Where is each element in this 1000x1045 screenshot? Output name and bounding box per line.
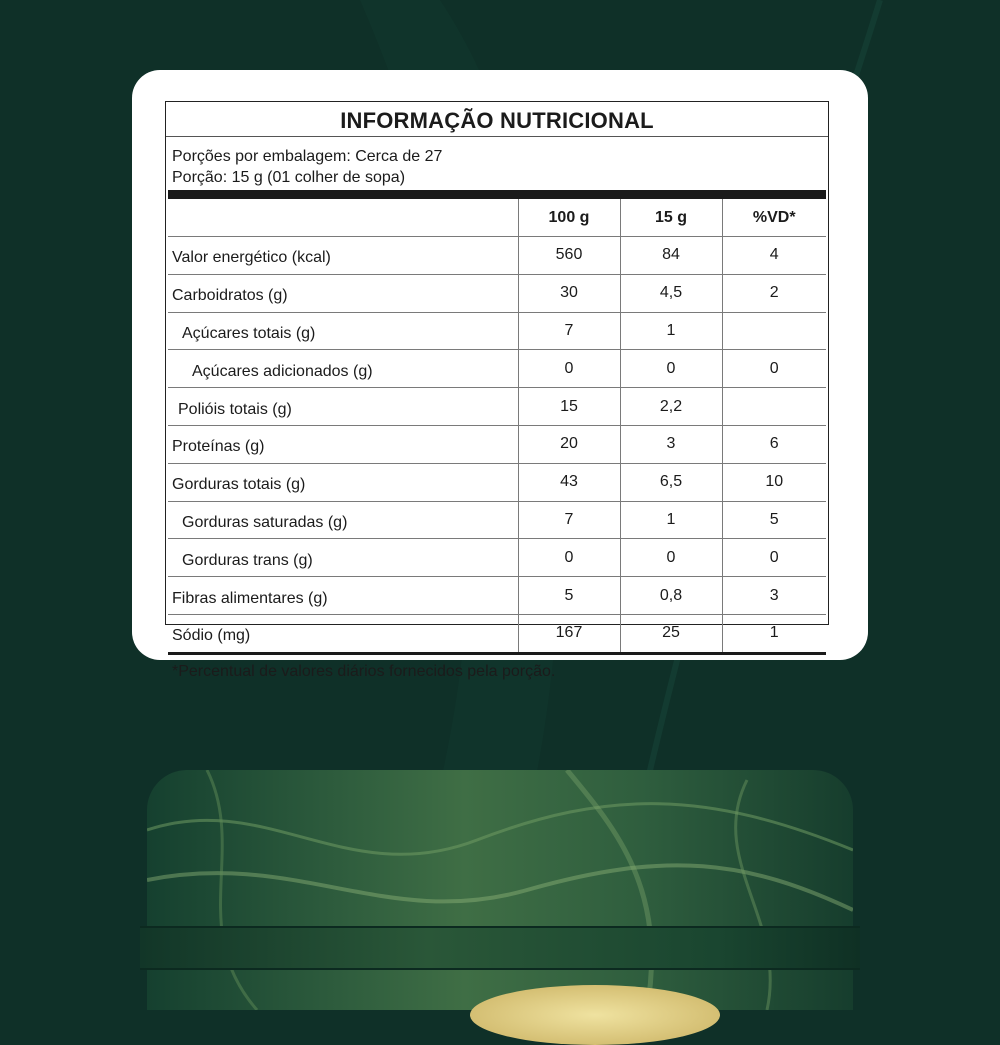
value-100g: 7	[518, 501, 620, 539]
table-header	[168, 199, 826, 237]
value-vd: 5	[722, 501, 826, 539]
value-15g: 1	[620, 312, 722, 350]
nutrient-name: Proteínas (g)	[168, 425, 518, 463]
nutrition-card	[132, 70, 868, 680]
table-row	[168, 274, 826, 312]
value-100g: 7	[518, 312, 620, 350]
value-15g: 2,2	[620, 388, 722, 426]
serving-info	[166, 137, 828, 190]
value-vd: 0	[722, 350, 826, 388]
nutrient-name: Gorduras trans (g)	[168, 539, 518, 577]
value-100g: 0	[518, 350, 620, 388]
thick-divider	[168, 190, 826, 199]
nutrient-name: Açúcares totais (g)	[168, 312, 518, 350]
value-100g: 167	[518, 614, 620, 653]
value-100g: 43	[518, 463, 620, 501]
value-100g: 30	[518, 274, 620, 312]
value-vd	[722, 312, 826, 350]
value-vd: 2	[722, 274, 826, 312]
nutrient-name: Açúcares adicionados (g)	[168, 350, 518, 388]
table-row	[168, 425, 826, 463]
servings-per-package: Porções por embalagem: Cerca de 27	[172, 148, 443, 165]
footnote: *Percentual de valores diários fornecidos pela porção.	[172, 662, 556, 680]
table-row	[168, 463, 826, 501]
nutrient-name: Carboidratos (g)	[168, 274, 518, 312]
table-row	[168, 577, 826, 615]
value-vd: 10	[722, 463, 826, 501]
header-100g: 100 g	[518, 199, 620, 237]
label-title: INFORMAÇÃO NUTRICIONAL	[166, 102, 828, 137]
value-15g: 1	[620, 501, 722, 539]
table-row	[168, 539, 826, 577]
value-15g: 25	[620, 614, 722, 653]
value-vd: 0	[722, 539, 826, 577]
product-jar-gold-label	[470, 985, 720, 1045]
table-row	[168, 501, 826, 539]
value-100g: 0	[518, 539, 620, 577]
value-vd: 3	[722, 577, 826, 615]
header-nutrient	[168, 199, 518, 237]
header-vd: %VD*	[722, 199, 826, 237]
value-15g: 0	[620, 350, 722, 388]
product-jar-rim	[140, 926, 860, 970]
value-15g: 84	[620, 237, 722, 275]
nutrient-name: Gorduras totais (g)	[168, 463, 518, 501]
table-row	[168, 237, 826, 275]
value-vd: 4	[722, 237, 826, 275]
nutrient-name: Polióis totais (g)	[168, 388, 518, 426]
value-100g: 15	[518, 388, 620, 426]
value-15g: 0	[620, 539, 722, 577]
value-100g: 560	[518, 237, 620, 275]
value-15g: 0,8	[620, 577, 722, 615]
value-100g: 20	[518, 425, 620, 463]
table-row	[168, 614, 826, 653]
value-vd	[722, 388, 826, 426]
nutrient-name: Gorduras saturadas (g)	[168, 501, 518, 539]
table-row	[168, 388, 826, 426]
header-15g: 15 g	[620, 199, 722, 237]
table-row	[168, 350, 826, 388]
value-15g: 4,5	[620, 274, 722, 312]
value-vd: 6	[722, 425, 826, 463]
table-row	[168, 312, 826, 350]
product-jar-lid	[147, 770, 853, 1010]
nutrient-name: Sódio (mg)	[168, 614, 518, 653]
nutrient-name: Valor energético (kcal)	[168, 237, 518, 275]
value-15g: 3	[620, 425, 722, 463]
value-vd: 1	[722, 614, 826, 653]
nutrient-name: Fibras alimentares (g)	[168, 577, 518, 615]
value-100g: 5	[518, 577, 620, 615]
marble-pattern	[147, 770, 853, 1010]
serving-size: Porção: 15 g (01 colher de sopa)	[172, 169, 406, 186]
value-15g: 6,5	[620, 463, 722, 501]
nutrition-facts-label	[165, 101, 829, 680]
nutrition-table	[168, 199, 826, 655]
